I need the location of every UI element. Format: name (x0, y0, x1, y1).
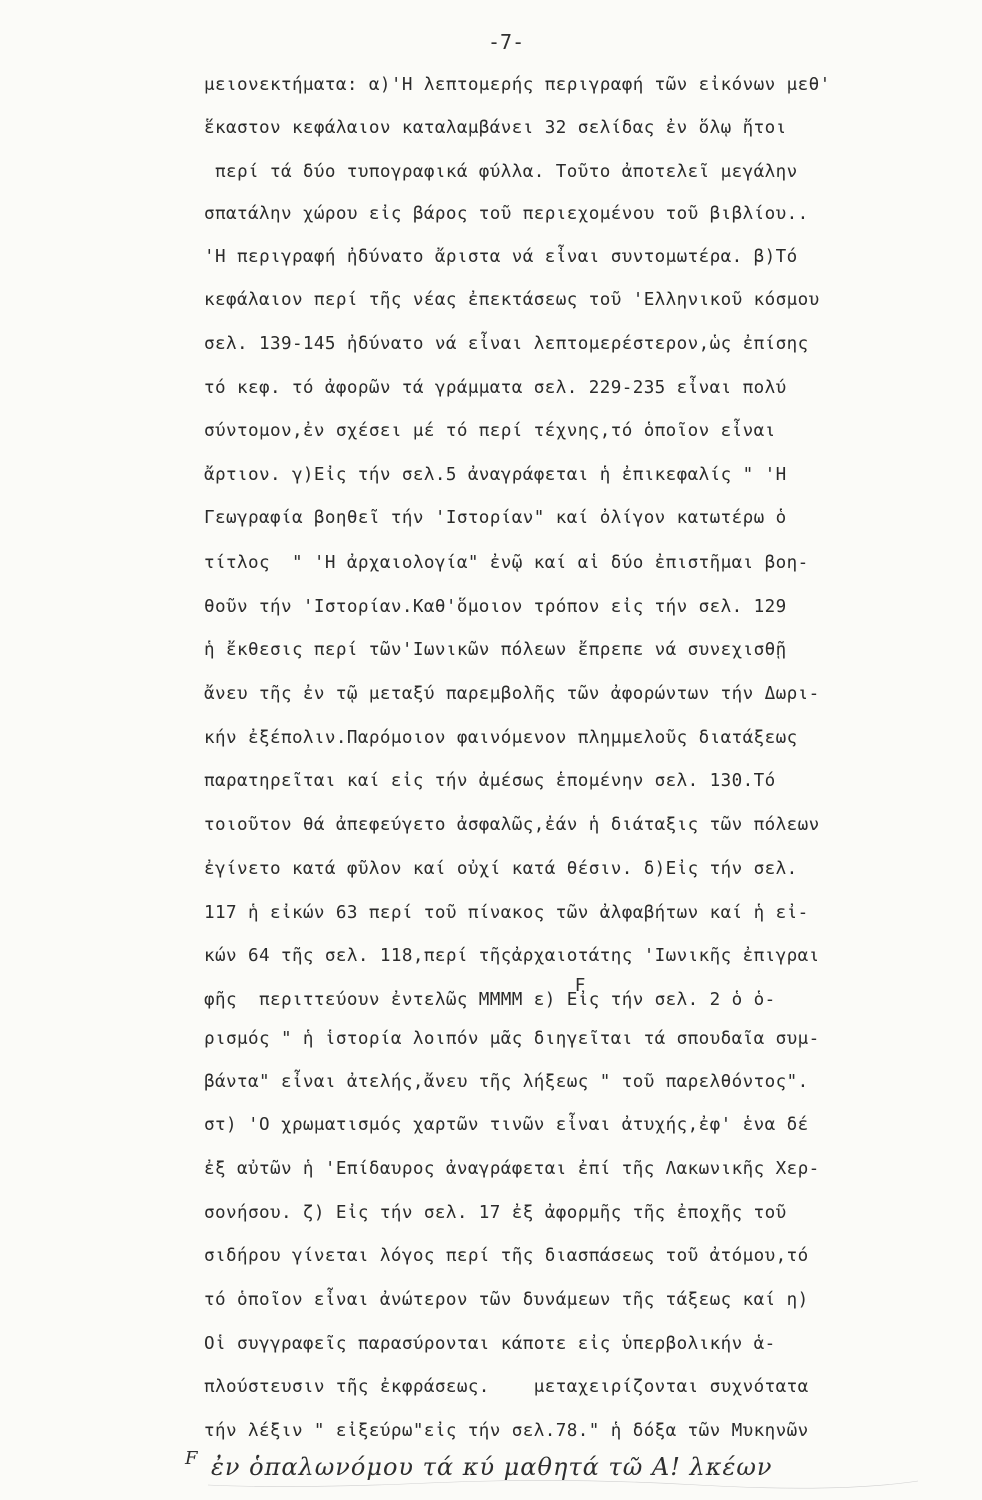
text-line: φῆς περιττεύουν ἐντελῶς ΜΜΜΜ ε) Εἰς τήν σελ. 2 ὁ ὁ- (204, 990, 776, 1010)
text-line: περί τά δύο τυπογραφικά φύλλα. Τοῦτο ἀποτελεῖ μεγάλην (204, 162, 798, 182)
text-line: τίτλος " 'Η ἀρχαιολογία" ἐνῷ καί αἱ δύο ἐπιστῆμαι βοη- (204, 553, 809, 573)
text-line: ἡ ἔκθεσις περί τῶν'Ιωνικῶν πόλεων ἔπρεπε νά συνεχισθῇ (204, 640, 787, 660)
text-line: τό ὁποῖον εἶναι ἀνώτερον τῶν δυνάμεων τῆς τάξεως καί η) (204, 1290, 809, 1310)
text-line: Οἱ συγγραφεῖς παρασύρονται κάποτε εἰς ὑπερβολικήν ἁ- (204, 1334, 776, 1354)
text-line: τό κεφ. τό ἀφορῶν τά γράμματα σελ. 229-235 εἶναι πολύ (204, 378, 787, 398)
text-line: σύντομον,ἐν σχέσει μέ τό περί τέχνης,τό ὁποῖον εἶναι (204, 421, 776, 441)
text-line: τοιοῦτον θά ἀπεφεύγετο ἀσφαλῶς,ἐάν ἡ διάταξις τῶν πόλεων (204, 815, 820, 835)
page-number: -7- (488, 30, 525, 54)
text-line: κών 64 τῆς σελ. 118,περί τῆςἀρχαιοτάτης 'Ιωνικῆς ἐπιγραι (204, 946, 820, 966)
handwritten-note (178, 1445, 938, 1495)
text-line: ἄνευ τῆς ἐν τῷ μεταξύ παρεμβολῆς τῶν ἀφορώντων τήν Δωρι- (204, 684, 820, 704)
text-line: 'Η περιγραφή ἠδύνατο ἄριστα νά εἶναι συντομωτέρα. β)Τό (204, 247, 798, 267)
text-line: ἕκαστον κεφάλαιον καταλαμβάνει 32 σελίδας ἐν ὅλῳ ἤτοι (204, 118, 787, 138)
text-line: ἄρτιον. γ)Εἰς τήν σελ.5 ἀναγράφεται ἡ ἐπικεφαλίς " 'Η (204, 465, 787, 485)
text-line: πλούστευσιν τῆς ἐκφράσεως. μεταχειρίζονται συχνότατα (204, 1377, 809, 1397)
text-line: θοῦν τήν 'Ιστορίαν.Καθ'ὅμοιον τρόπον εἰς τήν σελ. 129 (204, 597, 787, 617)
text-line: βάντα" εἶναι ἀτελής,ἄνευ τῆς λήξεως " τοῦ παρελθόντος". (204, 1072, 809, 1092)
margin-mark: F (185, 1448, 198, 1469)
text-line: Γεωγραφία βοηθεῖ τήν 'Ιστορίαν" καί ὀλίγον κατωτέρω ὁ (204, 508, 787, 528)
text-line: σελ. 139-145 ἠδύνατο νά εἶναι λεπτομερέστερον,ὡς ἐπίσης (204, 334, 809, 354)
text-line: ἐξ αὐτῶν ἡ 'Επίδαυρος ἀναγράφεται ἐπί τῆς Λακωνικῆς Χερ- (204, 1159, 820, 1179)
text-line: σονήσου. ζ) Εἰς τήν σελ. 17 ἐξ ἀφορμῆς τῆς ἐποχῆς τοῦ (204, 1203, 787, 1223)
text-line: σπατάλην χώρου εἰς βάρος τοῦ περιεχομένου τοῦ βιβλίου.. (204, 204, 809, 224)
text-line: ἐγίνετο κατά φῦλον καί οὐχί κατά θέσιν. δ)Εἰς τήν σελ. (204, 859, 798, 879)
text-line: κήν ἐξέπολιν.Παρόμοιον φαινόμενον πλημμελοῦς διατάξεως (204, 728, 798, 748)
handwritten-note-text: ἐν ὁπαλωνόμου τά κύ μαθητά τῶ Α! λκέων (211, 1453, 773, 1481)
text-line: στ) 'Ο χρωματισμός χαρτῶν τινῶν εἶναι ἀτυχής,ἐφ' ἑνα δέ (204, 1115, 809, 1135)
insertion-mark: F (575, 975, 586, 996)
text-line: μειονεκτήματα: α)'Η λεπτομερής περιγραφή τῶν εἰκόνων μεθ' (204, 75, 831, 95)
text-line: τήν λέξιν " εἰξεύρω"εἰς τήν σελ.78." ἡ δόξα τῶν Μυκηνῶν (204, 1421, 809, 1441)
text-line: κεφάλαιον περί τῆς νέας ἐπεκτάσεως τοῦ 'Ελληνικοῦ κόσμου (204, 290, 820, 310)
text-line: σιδήρου γίνεται λόγος περί τῆς διασπάσεως τοῦ ἀτόμου,τό (204, 1246, 809, 1266)
text-line: παρατηρεῖται καί εἰς τήν ἀμέσως ἑπομένην σελ. 130.Τό (204, 771, 776, 791)
text-line: 117 ἡ εἰκών 63 περί τοῦ πίνακος τῶν ἀλφαβήτων καί ἡ εἰ- (204, 903, 809, 923)
text-line: ρισμός " ἡ ἱστορία λοιπόν μᾶς διηγεῖται τά σπουδαῖα συμ- (204, 1029, 820, 1049)
